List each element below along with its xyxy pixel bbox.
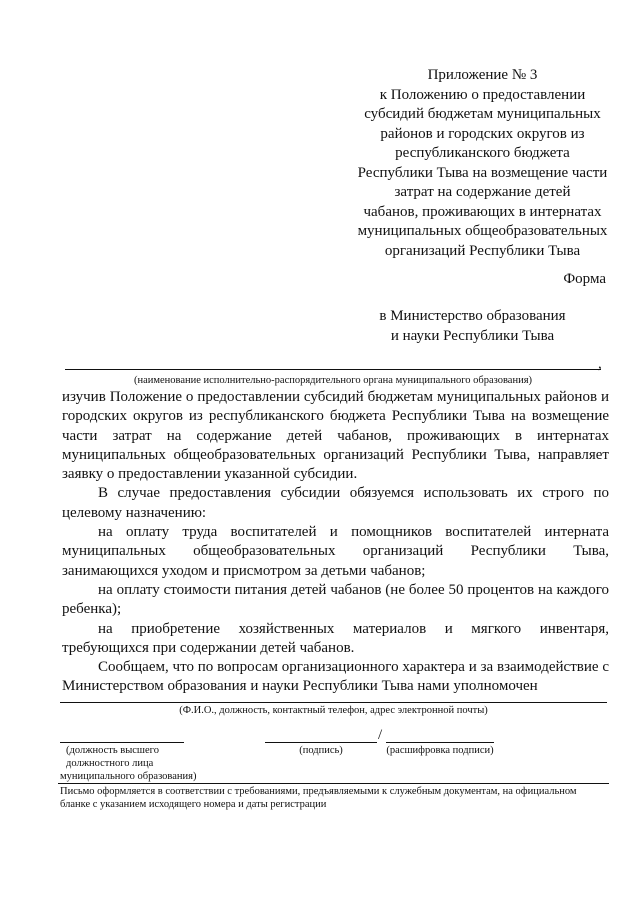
position-caption-line: муниципального образования) [60,771,197,782]
annex-line: районов и городских округов из [380,125,585,142]
position-caption-line: (должность высшего [66,745,159,756]
body-paragraph-intro: изучив Положение о предоставлении субсидий бюджетам муниципальных районов и городских округов из республиканского бюджета Республики Тыва на возмещение части затрат на содержание детей чабанов, проживающих в интернатах муниципальных общеобразовательных организаций Республики Тыва, направляет заявку о предоставлении указанной субсидии. [62,389,609,483]
addressee-block [330,307,615,346]
annex-line: организаций Республики Тыва [384,242,581,259]
annex-line: республиканского бюджета [395,145,570,161]
annex-line: затрат на содержание детей [394,184,571,200]
authorized-person-caption: (Ф.И.О., должность, контактный телефон, адрес электронной почты) [179,705,488,716]
annex-line: субсидий бюджетам муниципальных [364,106,601,122]
footer-note: Письмо оформляется в соответствии с требованиями, предъявляемыми к служебным документам, на официальном бланке с указанием исходящего номера и даты регистрации [60,786,577,810]
authority-name-comma: , [598,356,602,372]
signature-decode-field[interactable] [386,742,494,743]
addressee-line: в Министерство образования [379,308,566,324]
annex-header [340,66,625,261]
authority-name-caption: (наименование исполнительно-распорядительного органа муниципального образования) [133,375,533,386]
position-caption-line: должностного лица [66,758,154,769]
annex-line: к Положению о предоставлении [379,86,586,103]
annex-line: муниципальных общеобразовательных [357,223,608,239]
application-body [62,388,609,697]
signature-separator: / [378,727,383,743]
annex-line: Республики Тыва на возмещение части [357,164,608,181]
body-paragraph-obligation: В случае предоставления субсидии обязуемся использовать их строго по целевому назначению: [62,485,609,521]
authority-name-field[interactable] [65,369,601,370]
form-label: Форма [563,271,606,287]
body-paragraph-salary: на оплату труда воспитателей и помощников воспитателей интерната муниципальных общеобразовательных организаций Республики Тыва, занимающихся уходом и присмотром за детьми чабанов; [62,524,609,579]
body-paragraph-food: на оплату стоимости питания детей чабанов (не более 50 процентов на каждого ребенка); [62,581,609,618]
annex-title: Приложение № 3 [427,67,538,83]
authorized-person-field[interactable] [60,702,607,703]
addressee-line: и науки Республики Тыва [390,327,555,344]
annex-line: чабанов, проживающих в интернатах [363,203,602,220]
body-paragraph-contact: Сообщаем, что по вопросам организационного характера и за взаимодействие с Министерством образования и науки Республики Тыва нами уполномочен [62,659,609,695]
signature-decode-caption: (расшифровка подписи) [386,745,494,756]
footer-divider [58,783,609,784]
position-caption [60,744,220,783]
position-field[interactable] [60,742,184,743]
body-paragraph-materials: на приобретение хозяйственных материалов и мягкого инвентаря, требующихся при содержании детей чабанов. [62,620,609,656]
signature-field[interactable] [265,742,377,743]
signature-caption: (подпись) [299,745,343,756]
